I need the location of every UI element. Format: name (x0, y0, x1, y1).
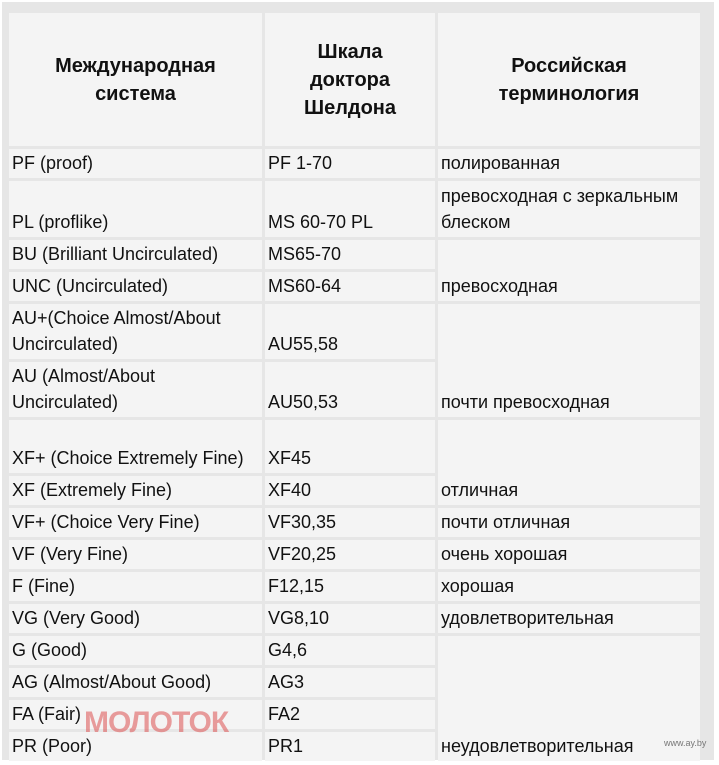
table-row (9, 240, 700, 269)
sheldon-cell: AG3 (265, 668, 435, 697)
intl-cell: AG (Almost/About Good) (9, 668, 262, 697)
intl-cell: XF (Extremely Fine) (9, 476, 262, 505)
sheldon-cell: XF40 (265, 476, 435, 505)
header-russian: Российская терминология (438, 13, 700, 146)
intl-cell: XF+ (Choice Extremely Fine) (9, 420, 262, 473)
table-row (9, 636, 700, 665)
intl-cell: AU (Almost/About Uncirculated) (9, 362, 262, 417)
table-row (9, 304, 700, 359)
watermark-logo: МОЛОТОК (84, 706, 229, 739)
ru-cell: неудовлетворительная (438, 636, 700, 761)
intl-cell: PR (Poor) (9, 732, 262, 761)
table-row (9, 604, 700, 633)
table-row (9, 149, 700, 178)
table-row (9, 572, 700, 601)
intl-cell: BU (Brilliant Uncirculated) (9, 240, 262, 269)
ru-cell: очень хорошая (438, 540, 700, 569)
table-row (9, 420, 700, 473)
sheldon-cell: AU55,58 (265, 304, 435, 359)
ru-cell: удовлетворительная (438, 604, 700, 633)
ru-cell: превосходная (438, 240, 700, 301)
intl-cell: VF+ (Choice Very Fine) (9, 508, 262, 537)
header-row (9, 13, 700, 146)
intl-cell: VF (Very Fine) (9, 540, 262, 569)
intl-cell: UNC (Uncirculated) (9, 272, 262, 301)
intl-cell: F (Fine) (9, 572, 262, 601)
sheldon-cell: PR1 (265, 732, 435, 761)
intl-cell: VG (Very Good) (9, 604, 262, 633)
sheldon-cell: AU50,53 (265, 362, 435, 417)
header-sheldon: Шкала доктора Шелдона (265, 13, 435, 146)
intl-cell: PF (proof) (9, 149, 262, 178)
ru-cell: полированная (438, 149, 700, 178)
sheldon-cell: MS 60-70 PL (265, 181, 435, 237)
sheldon-cell: VF20,25 (265, 540, 435, 569)
sheldon-cell: XF45 (265, 420, 435, 473)
watermark-small: www.ay.by (664, 738, 707, 748)
ru-cell: хорошая (438, 572, 700, 601)
ru-cell: превосходная с зеркальным блеском (438, 181, 700, 237)
sheldon-cell: PF 1-70 (265, 149, 435, 178)
intl-cell: FA (Fair) (9, 700, 262, 729)
intl-cell: G (Good) (9, 636, 262, 665)
intl-cell: AU+(Choice Almost/About Uncirculated) (9, 304, 262, 359)
sheldon-cell: VG8,10 (265, 604, 435, 633)
sheldon-cell: F12,15 (265, 572, 435, 601)
coin-grading-table (6, 10, 703, 764)
table-row (9, 540, 700, 569)
sheldon-cell: MS60-64 (265, 272, 435, 301)
sheldon-cell: FA2 (265, 700, 435, 729)
table-row (9, 181, 700, 237)
sheldon-cell: VF30,35 (265, 508, 435, 537)
ru-cell: отличная (438, 420, 700, 505)
header-international: Международная система (9, 13, 262, 146)
table-row (9, 508, 700, 537)
sheldon-cell: MS65-70 (265, 240, 435, 269)
ru-cell: почти превосходная (438, 304, 700, 417)
sheldon-cell: G4,6 (265, 636, 435, 665)
ru-cell: почти отличная (438, 508, 700, 537)
intl-cell: PL (proflike) (9, 181, 262, 237)
